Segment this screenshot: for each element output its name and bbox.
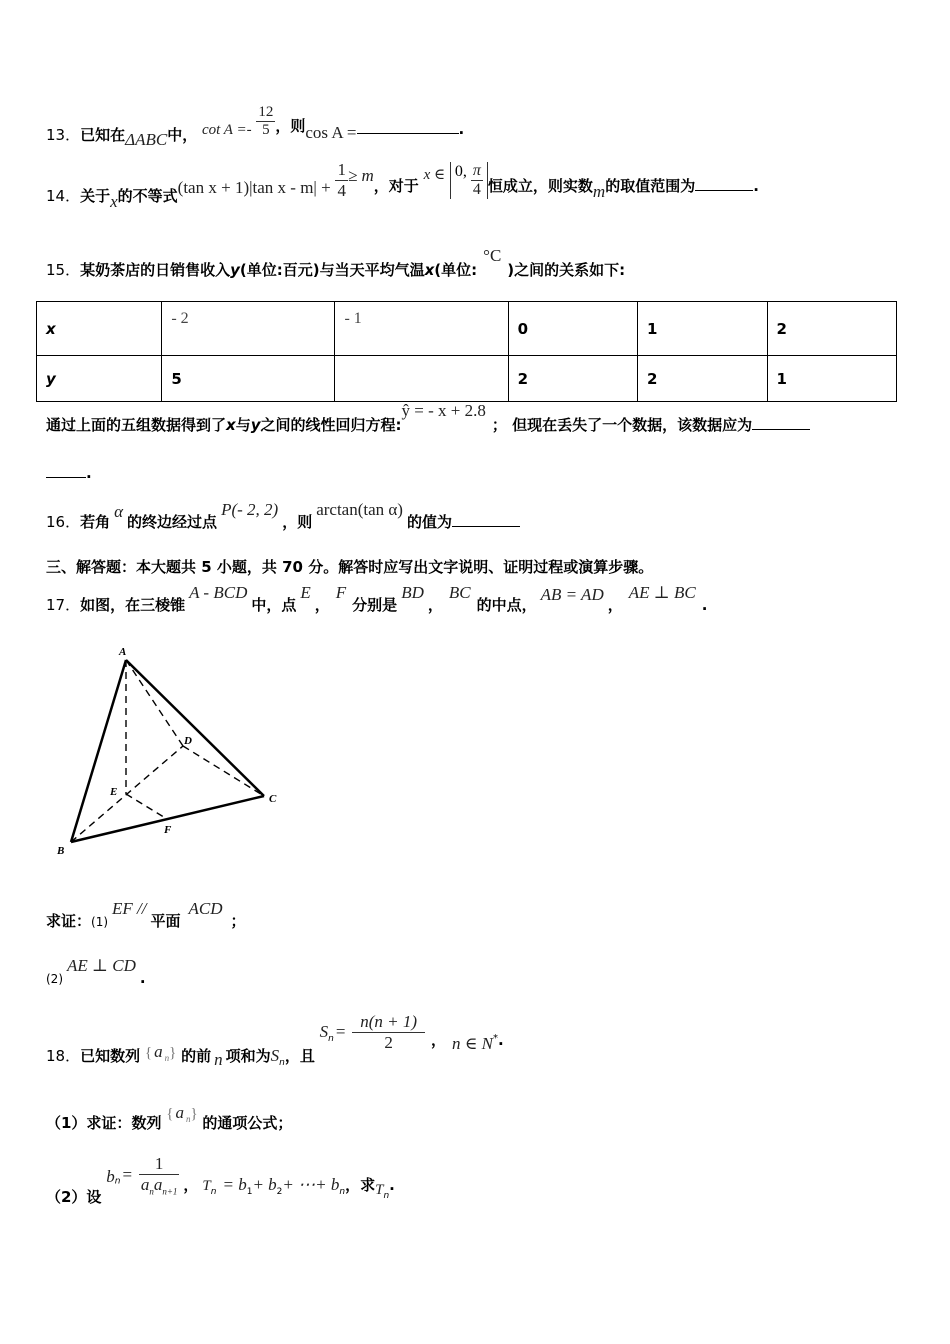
den-a: a: [140, 1175, 150, 1194]
triangle-abc: ΔABC: [125, 130, 168, 149]
cot-expr: cot A =-: [202, 122, 252, 138]
sub-n: n: [339, 1186, 346, 1197]
var-m: m: [592, 182, 606, 201]
seq-braces: { a $_n$}: [166, 1103, 198, 1124]
part2-comma: ，: [183, 1175, 199, 1194]
q17-text: 如图，在三棱锥: [80, 596, 186, 614]
table-cell: 2: [508, 356, 637, 402]
part-number: (1): [91, 915, 109, 929]
q17-text5: ，: [427, 596, 443, 614]
q15-l2-text4: ； 但现在丢失了一个数据，该数据应为: [491, 416, 753, 434]
q15-line: [46, 243, 626, 279]
q13-text2: 中，: [167, 126, 198, 144]
edge-ad: [126, 660, 183, 746]
table-cell: 2: [767, 302, 897, 356]
sub-n: n: [279, 1058, 285, 1068]
sub-n: n: [114, 1176, 121, 1187]
q14-text5: 的取值范围为: [605, 177, 696, 195]
q14-line: [46, 160, 759, 211]
var-t: T: [375, 1181, 384, 1198]
table-cell-missing: [335, 356, 508, 402]
cos-expr: cos A =: [305, 123, 357, 142]
tn-rest: + ⋯+ b: [282, 1174, 340, 1194]
q18-text4: ，且: [284, 1047, 315, 1065]
q16-text2: 的终边经过点: [127, 513, 218, 531]
edge-ac: [126, 660, 264, 796]
sub-1: 1: [246, 1186, 253, 1197]
q15-text4: )之间的关系如下:: [507, 261, 626, 279]
cond-ab-ad: AB = AD: [540, 585, 604, 604]
frac-den: 4: [472, 181, 481, 198]
prove-label: 求证：: [46, 912, 92, 930]
q16-line: [46, 497, 520, 531]
seg-bc: BC: [448, 583, 471, 602]
q15-text: 某奶茶店的日销售收入: [80, 261, 231, 279]
table-row: [37, 356, 897, 402]
q17-text2: 中，点: [251, 596, 297, 614]
q14-text2: 的不等式: [117, 187, 178, 205]
answer-blank[interactable]: [752, 429, 810, 430]
p2-end: .: [139, 969, 146, 987]
ineq-part1: (tan x + 1): [177, 178, 250, 197]
sub-n: n: [185, 1114, 191, 1124]
q15-text2: (单位:百元)与当天平均气温: [239, 261, 425, 279]
q15-l2-text2: 与: [235, 416, 251, 434]
seg-bd: BD: [401, 583, 424, 602]
question-number: 18．: [46, 1047, 81, 1065]
n-in-n: n ∈ N: [452, 1034, 493, 1053]
frac-den: 4: [337, 181, 346, 200]
question-number: 15．: [46, 261, 81, 279]
table-cell: 1: [767, 356, 897, 402]
point-p: P(- 2, 2): [221, 500, 279, 519]
equals: =: [335, 1022, 346, 1041]
label-e: E: [110, 786, 118, 798]
q15-end: .: [86, 464, 92, 482]
table-cell: - 1: [335, 302, 508, 356]
answer-blank[interactable]: [695, 190, 753, 191]
var-s: S: [270, 1046, 280, 1065]
cond-ae-bc: AE ⊥ BC: [628, 583, 696, 602]
var-y: y: [250, 416, 261, 434]
fraction-pi-4: [471, 162, 483, 199]
ineq-part2: |tan x - m| +: [249, 178, 331, 197]
part2-label: （2）设: [46, 1187, 102, 1206]
q15-line2: [46, 398, 810, 434]
data-table: [36, 301, 897, 402]
fraction-1-4: [335, 160, 348, 201]
var-b: b: [106, 1166, 115, 1186]
seq-a: a: [154, 1042, 163, 1061]
p1-end: ；: [230, 912, 246, 930]
q17-prove-1: [46, 896, 246, 930]
q15-l2-text3: 之间的线性回归方程:: [260, 416, 402, 434]
q17-prove-2: [46, 954, 146, 987]
table-cell: y: [37, 356, 162, 402]
section-heading: 三、解答题：本大题共 5 小题，共 70 分。解答时应写出文字说明、证明过程或演算步骤。: [46, 558, 654, 576]
point-f: F: [335, 583, 347, 602]
var-y: y: [230, 261, 240, 279]
q17-line: [46, 580, 708, 614]
q13-end: .: [458, 120, 465, 138]
q18-text5: ，: [431, 1031, 447, 1049]
frac-den: [139, 1175, 180, 1196]
unit-celsius: °C: [483, 246, 502, 265]
interval: [450, 162, 488, 199]
domain-x: x ∈: [423, 167, 446, 183]
q18-text: 已知数列: [80, 1047, 141, 1065]
var-x: x: [110, 192, 118, 211]
edge-ab: [71, 660, 126, 842]
frac-num: π: [472, 162, 481, 179]
plane-label: 平面: [150, 912, 181, 930]
frac-num: 1: [337, 160, 346, 179]
seg-ef: [126, 794, 167, 819]
answer-blank-cont[interactable]: [46, 477, 86, 478]
tn-eq: = b: [222, 1174, 247, 1194]
equals: =: [122, 1164, 133, 1184]
q17-text3: ，: [314, 596, 330, 614]
var-x: x: [424, 261, 435, 279]
table-cell: 2: [638, 356, 767, 402]
table-cell: - 2: [162, 302, 335, 356]
q17-text7: ，: [607, 596, 623, 614]
fraction-sn: [352, 1012, 425, 1053]
q18-end: .: [497, 1031, 504, 1049]
q18-part1: [46, 1098, 293, 1132]
table-cell: 5: [162, 356, 335, 402]
var-alpha: α: [114, 502, 124, 521]
q16-text4: 的值为: [406, 513, 452, 531]
q16-text3: ，则: [282, 513, 313, 531]
frac-den: 5: [262, 122, 270, 138]
q17-text4: 分别是: [352, 596, 398, 614]
sub-n: n: [149, 1186, 154, 1197]
q13-text3: ，则: [275, 117, 306, 135]
table-cell: x: [37, 302, 162, 356]
table-cell: 1: [638, 302, 767, 356]
q14-text: 关于: [80, 187, 111, 205]
table-row: [37, 302, 897, 356]
var-n: n: [214, 1050, 223, 1069]
label-f: F: [164, 824, 172, 836]
part-number: (2): [46, 972, 63, 986]
sub-n: n: [210, 1186, 217, 1197]
label-b: B: [57, 845, 65, 857]
sub-n: n: [383, 1190, 390, 1201]
label-d: D: [184, 735, 192, 747]
arctan-expr: arctan(tan α): [316, 500, 403, 519]
q17-end: .: [701, 596, 708, 614]
interval-left: 0,: [454, 163, 467, 181]
q16-text: 若角: [80, 513, 111, 531]
ef-parallel: EF //: [112, 899, 147, 918]
part2-ask: ，求: [345, 1175, 376, 1194]
answer-blank[interactable]: [357, 133, 459, 134]
point-e: E: [300, 583, 311, 602]
q13-line: [46, 104, 465, 149]
sub-n: n: [164, 1053, 170, 1063]
var-t: T: [202, 1177, 211, 1194]
var-sn: S: [319, 1022, 329, 1041]
seq-braces: { a $_n$}: [144, 1042, 177, 1063]
label-c: C: [269, 793, 277, 805]
table-cell: 0: [508, 302, 637, 356]
ineq-part3: ≥ m: [347, 166, 374, 185]
sub-n: n: [328, 1034, 334, 1044]
q14-end: .: [753, 177, 759, 195]
frac-num: 1: [139, 1154, 180, 1175]
den-a2: a: [153, 1175, 163, 1194]
plane-acd: ACD: [188, 899, 223, 918]
label-a: A: [119, 646, 127, 658]
q15-text3: (单位:: [434, 261, 478, 279]
regression-equation: ŷ = - x + 2.8: [401, 401, 486, 420]
part1-label: （1）求证：数列: [46, 1114, 162, 1132]
q14-text4: 恒成立，则实数: [487, 177, 593, 195]
frac-num: n(n + 1): [352, 1012, 425, 1033]
answer-blank[interactable]: [452, 526, 520, 527]
question-number: 16．: [46, 513, 81, 531]
pyramid-figure: [46, 640, 296, 865]
q14-text3: ，对于: [373, 177, 419, 195]
part1-text: 的通项公式；: [202, 1114, 293, 1132]
frac-den: 2: [384, 1033, 393, 1052]
q18-text3: 项和为: [225, 1047, 271, 1065]
frac-num: 12: [258, 104, 274, 120]
fraction-12-5: [256, 104, 275, 139]
q17-text6: 的中点，: [476, 596, 537, 614]
q18-part2: [46, 1154, 395, 1206]
var-x: x: [226, 416, 236, 434]
sup-star: *: [492, 1033, 498, 1044]
q18-text2: 的前: [181, 1047, 212, 1065]
q18-line: [46, 1012, 504, 1069]
pyramid-abcd: A - BCD: [189, 583, 248, 602]
q15-l2-text: 通过上面的五组数据得到了: [46, 416, 227, 434]
q15-line3: [46, 464, 92, 482]
seq-a: a: [175, 1103, 184, 1122]
q13-text: 已知在: [80, 126, 126, 144]
part2-end: .: [389, 1175, 395, 1194]
sub-2: 2: [276, 1186, 283, 1197]
sub-n1: n+1: [162, 1186, 178, 1197]
question-number: 14．: [46, 187, 81, 205]
question-number: 17．: [46, 596, 81, 614]
edge-cd: [183, 746, 264, 796]
ae-perp-cd: AE ⊥ CD: [67, 956, 136, 975]
tn-plus: + b: [252, 1174, 277, 1194]
fraction-bn: [139, 1154, 180, 1196]
question-number: 13．: [46, 126, 81, 144]
